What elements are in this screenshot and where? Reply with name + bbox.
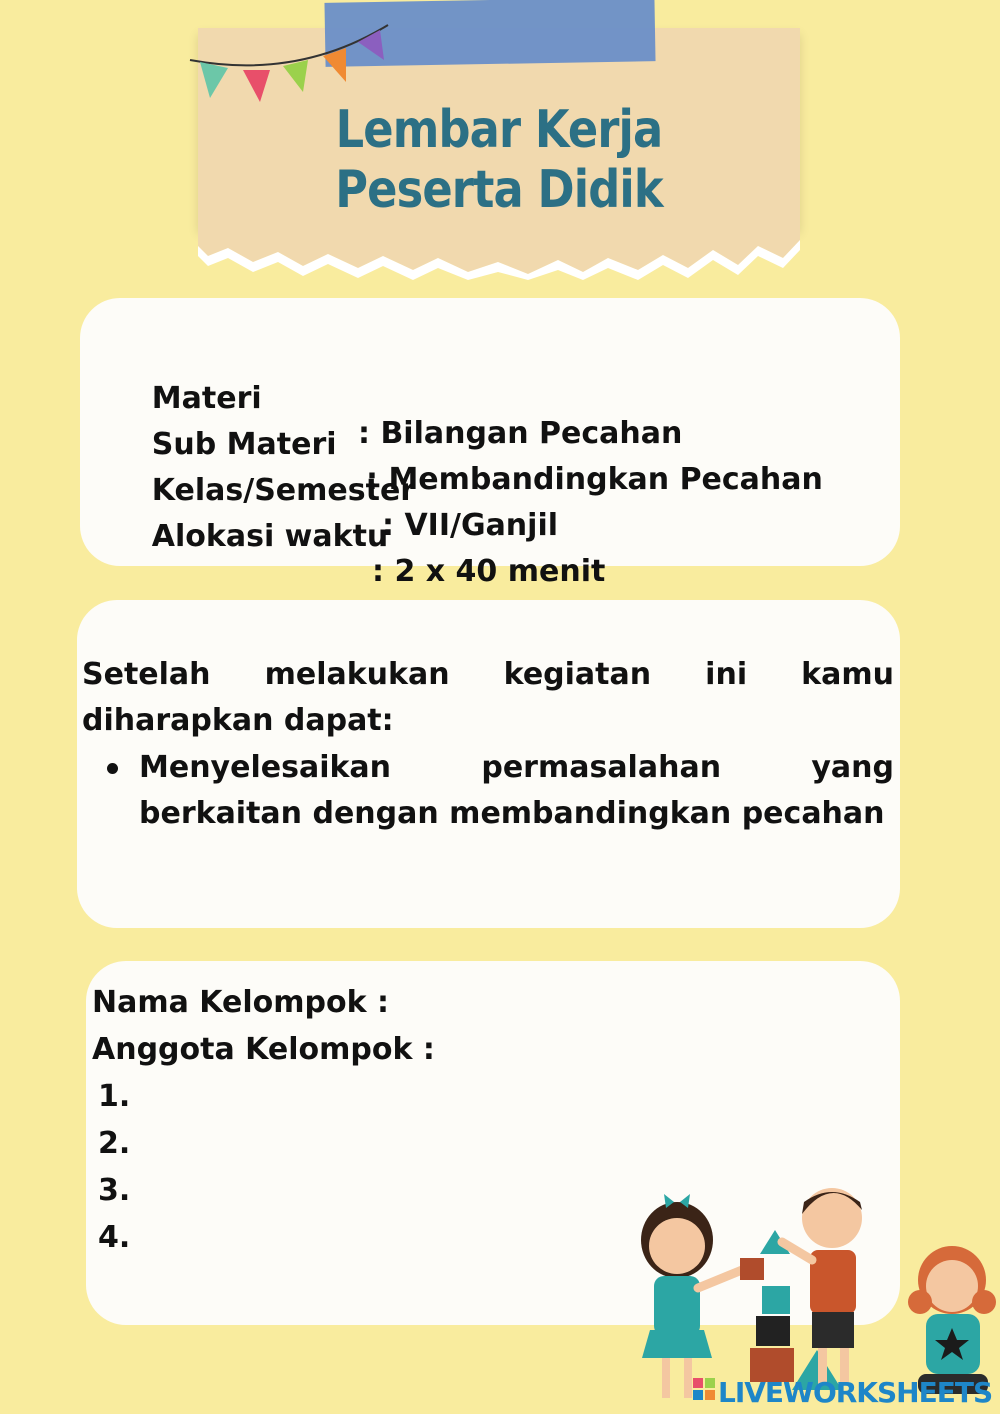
bullet-icon: [107, 763, 118, 774]
info-value: : Membandingkan Pecahan: [366, 462, 823, 497]
brand-watermark: LIVEWORKSHEETS: [718, 1376, 993, 1409]
header: [150, 0, 850, 300]
member-item: 3.: [98, 1173, 131, 1208]
goal-bullet-item: Menyelesaikan permasalahan yang berkaitan dengan membandingkan pecahan: [139, 750, 894, 831]
info-value: : Bilangan Pecahan: [358, 416, 683, 451]
group-members-label: Anggota Kelompok :: [92, 1032, 435, 1067]
info-label: Kelas/Semester: [151, 473, 416, 508]
member-item: 2.: [98, 1126, 131, 1161]
liveworksheets-logo-icon: [693, 1378, 715, 1400]
member-item: 4.: [98, 1220, 131, 1255]
info-value: : 2 x 40 menit: [372, 554, 606, 589]
info-value: : VII/Ganjil: [382, 508, 559, 543]
info-label: Materi: [151, 381, 262, 416]
member-item: 1.: [98, 1079, 131, 1114]
goals-intro: Setelah melakukan kegiatan ini kamu diharapkan dapat:: [82, 657, 894, 738]
info-label: Sub Materi: [151, 427, 337, 462]
bunting-flags-icon: [188, 10, 408, 110]
learning-goals-card: [77, 600, 900, 928]
info-label: Alokasi waktu: [151, 519, 389, 554]
page-title: Lembar Kerja Peserta Didik: [335, 100, 663, 220]
lesson-info-card: [80, 298, 900, 589]
torn-paper-edge: [198, 210, 800, 280]
group-name-label: Nama Kelompok :: [92, 985, 389, 1020]
